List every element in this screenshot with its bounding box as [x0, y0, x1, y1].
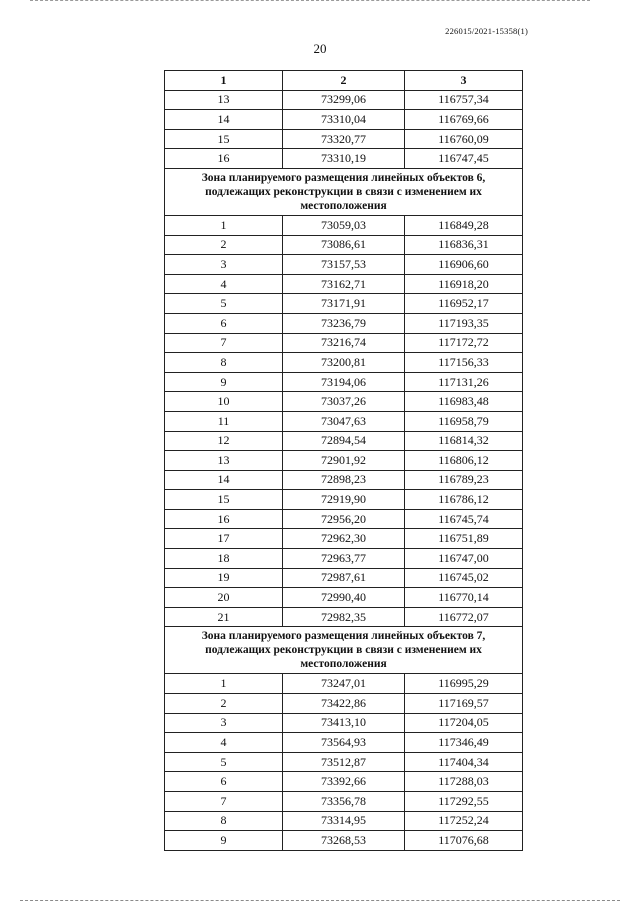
table-body [165, 90, 523, 850]
point-number-cell: 5 [165, 752, 283, 772]
x-coordinate-cell: 72990,40 [283, 588, 405, 608]
table-row [165, 294, 523, 314]
header-cell-y: 3 [405, 71, 523, 91]
x-coordinate-cell: 73216,74 [283, 333, 405, 353]
table-row [165, 549, 523, 569]
x-coordinate-cell: 73310,04 [283, 110, 405, 130]
y-coordinate-cell: 116770,14 [405, 588, 523, 608]
header-cell-x: 2 [283, 71, 405, 91]
table-row [165, 509, 523, 529]
x-coordinate-cell: 72962,30 [283, 529, 405, 549]
x-coordinate-cell: 73171,91 [283, 294, 405, 314]
y-coordinate-cell: 116789,23 [405, 470, 523, 490]
y-coordinate-cell: 116745,02 [405, 568, 523, 588]
table-row [165, 674, 523, 694]
table-row [165, 431, 523, 451]
point-number-cell: 3 [165, 255, 283, 275]
y-coordinate-cell: 117292,55 [405, 792, 523, 812]
zone-heading: Зона планируемого размещения линейных объектов 6, подлежащих реконструкции в связи с изменением их местоположения [165, 168, 523, 215]
table-row [165, 713, 523, 733]
y-coordinate-cell: 116836,31 [405, 235, 523, 255]
x-coordinate-cell: 73037,26 [283, 392, 405, 412]
table-row [165, 607, 523, 627]
table-row [165, 274, 523, 294]
x-coordinate-cell: 73310,19 [283, 149, 405, 169]
x-coordinate-cell: 72956,20 [283, 509, 405, 529]
y-coordinate-cell: 116849,28 [405, 215, 523, 235]
table-row [165, 235, 523, 255]
table-row [165, 353, 523, 373]
table-row [165, 792, 523, 812]
x-coordinate-cell: 73413,10 [283, 713, 405, 733]
point-number-cell: 9 [165, 831, 283, 851]
point-number-cell: 14 [165, 110, 283, 130]
x-coordinate-cell: 72982,35 [283, 607, 405, 627]
x-coordinate-cell: 73047,63 [283, 411, 405, 431]
zone-heading: Зона планируемого размещения линейных объектов 7, подлежащих реконструкции в связи с изменением их местоположения [165, 627, 523, 674]
table-row [165, 333, 523, 353]
point-number-cell: 9 [165, 372, 283, 392]
y-coordinate-cell: 116745,74 [405, 509, 523, 529]
x-coordinate-cell: 73320,77 [283, 129, 405, 149]
point-number-cell: 6 [165, 313, 283, 333]
point-number-cell: 2 [165, 235, 283, 255]
point-number-cell: 16 [165, 509, 283, 529]
y-coordinate-cell: 117156,33 [405, 353, 523, 373]
y-coordinate-cell: 117288,03 [405, 772, 523, 792]
x-coordinate-cell: 73247,01 [283, 674, 405, 694]
point-number-cell: 19 [165, 568, 283, 588]
x-coordinate-cell: 73356,78 [283, 792, 405, 812]
page-number: 20 [313, 41, 327, 56]
point-number-cell: 10 [165, 392, 283, 412]
zone-heading-row [165, 627, 523, 674]
x-coordinate-cell: 73268,53 [283, 831, 405, 851]
y-coordinate-cell: 117169,57 [405, 694, 523, 714]
y-coordinate-cell: 117204,05 [405, 713, 523, 733]
point-number-cell: 15 [165, 490, 283, 510]
y-coordinate-cell: 117172,72 [405, 333, 523, 353]
x-coordinate-cell: 73314,95 [283, 811, 405, 831]
y-coordinate-cell: 117404,34 [405, 752, 523, 772]
x-coordinate-cell: 72987,61 [283, 568, 405, 588]
table-row [165, 733, 523, 753]
x-coordinate-cell: 73512,87 [283, 752, 405, 772]
x-coordinate-cell: 73299,06 [283, 90, 405, 110]
x-coordinate-cell: 73392,66 [283, 772, 405, 792]
x-coordinate-cell: 72894,54 [283, 431, 405, 451]
table-row [165, 588, 523, 608]
x-coordinate-cell: 73564,93 [283, 733, 405, 753]
table-row [165, 529, 523, 549]
table-row [165, 772, 523, 792]
point-number-cell: 13 [165, 90, 283, 110]
point-number-cell: 14 [165, 470, 283, 490]
point-number-cell: 17 [165, 529, 283, 549]
y-coordinate-cell: 116814,32 [405, 431, 523, 451]
x-coordinate-cell: 73194,06 [283, 372, 405, 392]
table-header [165, 71, 523, 91]
table-row [165, 811, 523, 831]
y-coordinate-cell: 116906,60 [405, 255, 523, 275]
table-row [165, 831, 523, 851]
table-row [165, 694, 523, 714]
point-number-cell: 7 [165, 333, 283, 353]
y-coordinate-cell: 117131,26 [405, 372, 523, 392]
point-number-cell: 5 [165, 294, 283, 314]
x-coordinate-cell: 73162,71 [283, 274, 405, 294]
table-row [165, 372, 523, 392]
x-coordinate-cell: 73086,61 [283, 235, 405, 255]
point-number-cell: 12 [165, 431, 283, 451]
table-row [165, 490, 523, 510]
table-row [165, 313, 523, 333]
point-number-cell: 7 [165, 792, 283, 812]
point-number-cell: 1 [165, 674, 283, 694]
y-coordinate-cell: 116751,89 [405, 529, 523, 549]
x-coordinate-cell: 73157,53 [283, 255, 405, 275]
x-coordinate-cell: 72963,77 [283, 549, 405, 569]
y-coordinate-cell: 116995,29 [405, 674, 523, 694]
coordinates-table [164, 70, 523, 851]
header-row [165, 71, 523, 91]
y-coordinate-cell: 116772,07 [405, 607, 523, 627]
x-coordinate-cell: 73200,81 [283, 353, 405, 373]
point-number-cell: 13 [165, 451, 283, 471]
y-coordinate-cell: 116760,09 [405, 129, 523, 149]
y-coordinate-cell: 116952,17 [405, 294, 523, 314]
x-coordinate-cell: 72898,23 [283, 470, 405, 490]
table-row [165, 568, 523, 588]
point-number-cell: 21 [165, 607, 283, 627]
point-number-cell: 18 [165, 549, 283, 569]
y-coordinate-cell: 116983,48 [405, 392, 523, 412]
point-number-cell: 4 [165, 274, 283, 294]
table-row [165, 110, 523, 130]
point-number-cell: 4 [165, 733, 283, 753]
y-coordinate-cell: 117252,24 [405, 811, 523, 831]
y-coordinate-cell: 116786,12 [405, 490, 523, 510]
y-coordinate-cell: 116747,00 [405, 549, 523, 569]
table-row [165, 752, 523, 772]
point-number-cell: 1 [165, 215, 283, 235]
point-number-cell: 20 [165, 588, 283, 608]
table-row [165, 129, 523, 149]
y-coordinate-cell: 116757,34 [405, 90, 523, 110]
y-coordinate-cell: 116918,20 [405, 274, 523, 294]
point-number-cell: 11 [165, 411, 283, 431]
table-row [165, 392, 523, 412]
point-number-cell: 2 [165, 694, 283, 714]
header-cell-point: 1 [165, 71, 283, 91]
x-coordinate-cell: 72919,90 [283, 490, 405, 510]
point-number-cell: 16 [165, 149, 283, 169]
table-row [165, 470, 523, 490]
table-row [165, 149, 523, 169]
y-coordinate-cell: 117346,49 [405, 733, 523, 753]
scan-edge-bottom [20, 900, 620, 902]
zone-heading-row [165, 168, 523, 215]
point-number-cell: 15 [165, 129, 283, 149]
table-row [165, 411, 523, 431]
x-coordinate-cell: 73236,79 [283, 313, 405, 333]
x-coordinate-cell: 72901,92 [283, 451, 405, 471]
table-row [165, 255, 523, 275]
x-coordinate-cell: 73059,03 [283, 215, 405, 235]
document-number: 226015/2021-15358(1) [445, 26, 528, 36]
y-coordinate-cell: 116806,12 [405, 451, 523, 471]
y-coordinate-cell: 116769,66 [405, 110, 523, 130]
point-number-cell: 8 [165, 353, 283, 373]
point-number-cell: 8 [165, 811, 283, 831]
table-row [165, 451, 523, 471]
point-number-cell: 3 [165, 713, 283, 733]
y-coordinate-cell: 117076,68 [405, 831, 523, 851]
y-coordinate-cell: 116958,79 [405, 411, 523, 431]
y-coordinate-cell: 116747,45 [405, 149, 523, 169]
table-row [165, 90, 523, 110]
y-coordinate-cell: 117193,35 [405, 313, 523, 333]
table-row [165, 215, 523, 235]
x-coordinate-cell: 73422,86 [283, 694, 405, 714]
scan-edge-top [30, 0, 590, 2]
point-number-cell: 6 [165, 772, 283, 792]
